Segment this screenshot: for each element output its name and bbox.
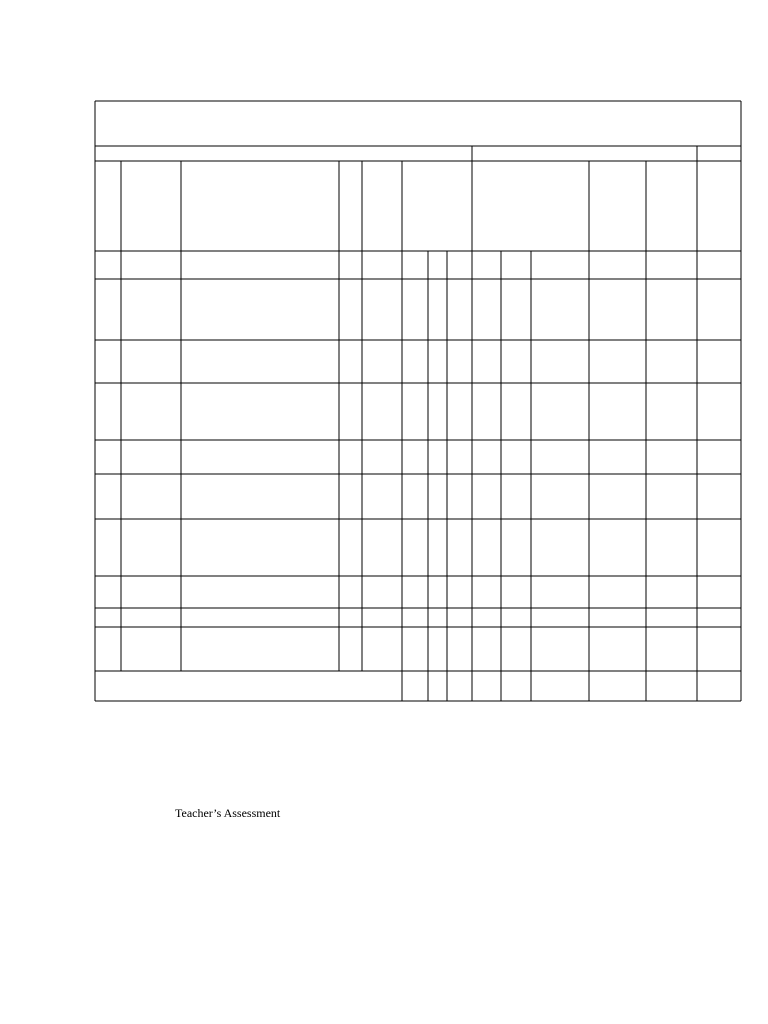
teachers-assessment-label: Teacher’s Assessment (175, 806, 281, 820)
